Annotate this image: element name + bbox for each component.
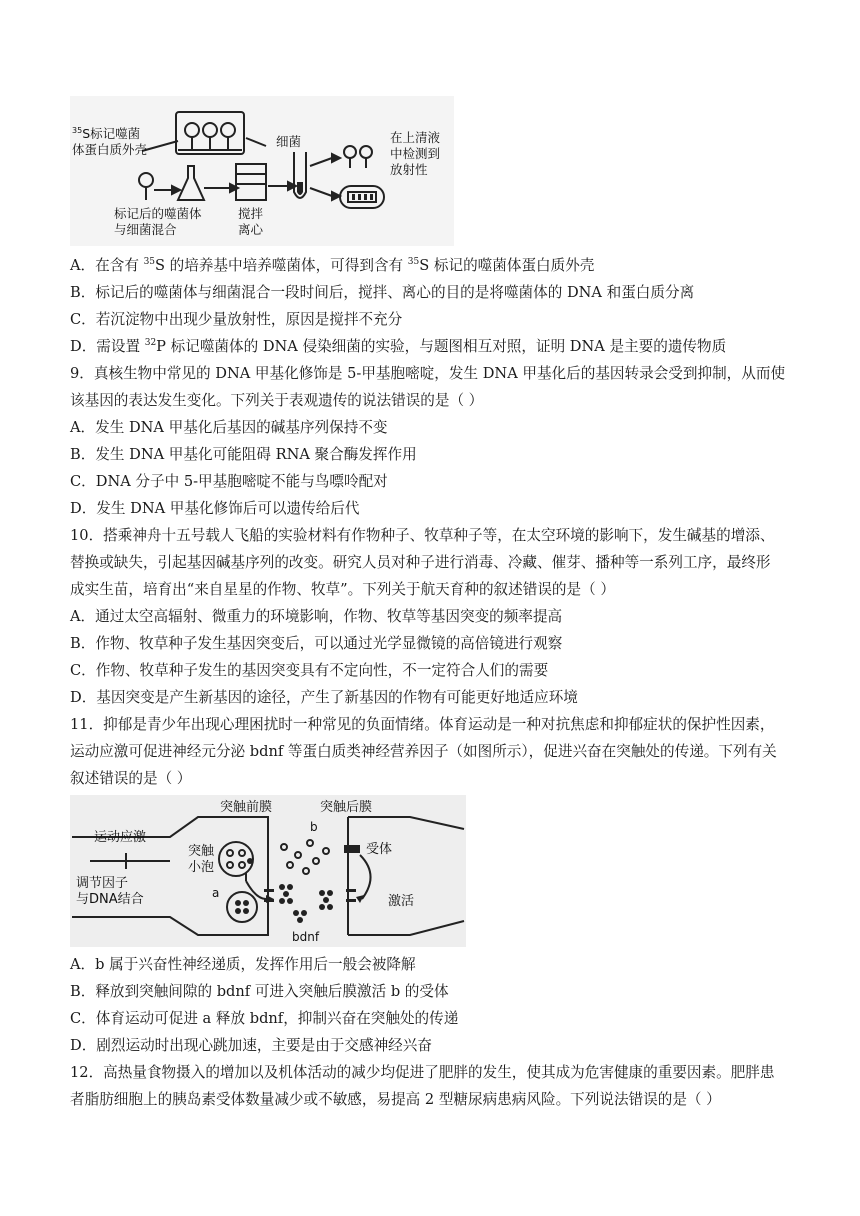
label-detect-line2: 中检测到 bbox=[390, 146, 441, 161]
label-stir-line2: 离心 bbox=[238, 222, 264, 237]
label-b: b bbox=[310, 820, 318, 834]
q10-option-d: D．基因突变是产生新基因的途径，产生了新基因的作物有可能更好地适应环境 bbox=[70, 689, 578, 706]
label-bdnf: bdnf bbox=[292, 930, 320, 944]
q9-stem-line1: 9．真核生物中常见的 DNA 甲基化修饰是 5-甲基胞嘧啶，发生 DNA 甲基化后的基因转录会受到抑制，从而使 bbox=[70, 365, 786, 382]
q9-stem-line2: 该基因的表达发生变化。下列关于表观遗传的说法错误的是（ ） bbox=[70, 392, 484, 409]
label-protein: 体蛋白质外壳 bbox=[72, 142, 148, 157]
q11-option-d: D．剧烈运动时出现心跳加速，主要是由于交感神经兴奋 bbox=[70, 1037, 432, 1054]
label-stress: 运动应激 bbox=[94, 830, 147, 845]
label-s35-sup: $^{35}$S标记噬菌 bbox=[72, 126, 141, 141]
q10-option-b: B．作物、牧草种子发生基因突变后，可以通过光学显微镜的高倍镜进行观察 bbox=[70, 635, 563, 652]
receptor-icon bbox=[344, 845, 360, 853]
label-factor-line1: 调节因子 bbox=[76, 876, 129, 891]
q9-option-b: B．发生 DNA 甲基化可能阻碍 RNA 聚合酶发挥作用 bbox=[70, 446, 417, 463]
q12-stem-line1: 12．高热量食物摄入的增加以及机体活动的减少均促进了肥胖的发生，使其成为危害健康的重要因素。肥胖患 bbox=[70, 1064, 775, 1081]
label-presynaptic: 突触前膜 bbox=[220, 800, 273, 815]
q11-stem-line3: 叙述错误的是（ ） bbox=[70, 770, 192, 787]
phage-head-icon bbox=[185, 123, 199, 137]
q9-option-a: A．发生 DNA 甲基化后基因的碱基序列保持不变 bbox=[70, 419, 388, 436]
label-activate: 激活 bbox=[388, 894, 415, 909]
q10-stem-line2: 替换或缺失，引起基因碱基序列的改变。研究人员对种子进行消毒、冷藏、催芽、播种等一系列工序，最终形 bbox=[70, 554, 771, 571]
label-detect-line3: 放射性 bbox=[390, 162, 428, 177]
label-receptor: 受体 bbox=[366, 842, 393, 857]
q10-option-a: A．通过太空高辐射、微重力的环境影响，作物、牧草等基因突变的频率提高 bbox=[70, 608, 563, 625]
synapse-diagram bbox=[70, 795, 466, 947]
q11-option-a: A．b 属于兴奋性神经递质，发挥作用后一般会被降解 bbox=[70, 956, 416, 973]
label-vesicle-line2: 小泡 bbox=[188, 860, 215, 875]
q9-option-d: D．发生 DNA 甲基化修饰后可以遗传给后代 bbox=[70, 500, 360, 517]
label-vesicle-line1: 突触 bbox=[188, 844, 215, 859]
q10-stem-line1: 10．搭乘神舟十五号载人飞船的实验材料有作物种子、牧草种子等，在太空环境的影响下，发生碱基的增添、 bbox=[70, 527, 775, 544]
label-factor-line2: 与DNA结合 bbox=[76, 892, 144, 907]
label-bacteria: 细菌 bbox=[276, 134, 302, 149]
flask-icon bbox=[178, 166, 204, 200]
q8-option-c: C．若沉淀物中出现少量放射性，原因是搅拌不充分 bbox=[70, 311, 403, 328]
phage-experiment-figure bbox=[70, 96, 454, 246]
q8-option-d: D．需设置 $^{32}$P 标记噬菌体的 DNA 侵染细菌的实验，与题图相互对照，证明 DNA 是主要的遗传物质 bbox=[70, 338, 727, 355]
bdnf-vesicle-icon bbox=[227, 892, 257, 922]
phage-icon bbox=[139, 173, 153, 187]
q10-option-c: C．作物、牧草种子发生的基因突变具有不定向性，不一定符合人们的需要 bbox=[70, 662, 549, 679]
label-mix-line2: 与细菌混合 bbox=[114, 222, 177, 237]
phage-diagram bbox=[70, 96, 454, 246]
q12-stem-line2: 者脂肪细胞上的胰岛素受体数量减少或不敏感，易提高 2 型糖尿病患病风险。下列说法错误的是（ ） bbox=[70, 1091, 721, 1108]
blender-icon bbox=[236, 164, 266, 200]
bacteria-icon bbox=[340, 186, 384, 208]
q11-stem-line2: 运动应激可促进神经元分泌 bdnf 等蛋白质类神经营养因子（如图所示），促进兴奋在突触处的传递。下列有关 bbox=[70, 743, 777, 760]
q11-option-c: C．体育运动可促进 a 释放 bdnf，抑制兴奋在突触处的传递 bbox=[70, 1010, 459, 1027]
label-postsynaptic: 突触后膜 bbox=[320, 800, 373, 815]
q11-option-b: B．释放到突触间隙的 bdnf 可进入突触后膜激活 b 的受体 bbox=[70, 983, 449, 1000]
label-mix-line1: 标记后的噬菌体 bbox=[114, 206, 202, 221]
label-stir-line1: 搅拌 bbox=[238, 206, 264, 221]
synapse-figure bbox=[70, 795, 466, 947]
label-a: a bbox=[212, 886, 220, 900]
q8-option-b: B．标记后的噬菌体与细菌混合一段时间后，搅拌、离心的目的是将噬菌体的 DNA 和蛋白质分离 bbox=[70, 284, 695, 301]
q9-option-c: C．DNA 分子中 5-甲基胞嘧啶不能与鸟嘌呤配对 bbox=[70, 473, 388, 490]
q10-stem-line3: 成实生苗，培育出“来自星星的作物、牧草”。下列关于航天育种的叙述错误的是（ ） bbox=[70, 581, 615, 598]
label-detect-line1: 在上清液 bbox=[390, 130, 441, 145]
q8-option-a: A．在含有 $^{35}$S 的培养基中培养噬菌体，可得到含有 $^{35}$S 标记的噬菌体蛋白质外壳 bbox=[70, 257, 595, 274]
q11-stem-line1: 11．抑郁是青少年出现心理困扰时一种常见的负面情绪。体育运动是一种对抗焦虑和抑郁症状的保护性因素， bbox=[70, 716, 775, 733]
